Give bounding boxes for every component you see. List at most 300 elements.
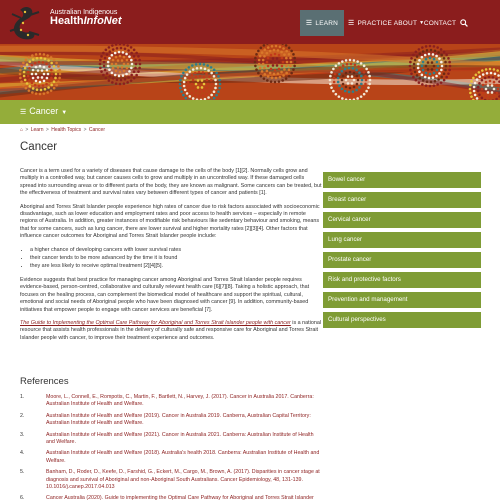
banner-dot xyxy=(329,75,332,78)
banner-dot xyxy=(119,55,122,58)
banner-dot xyxy=(492,76,495,79)
lizard-logo-icon[interactable] xyxy=(6,4,46,42)
banner-dot xyxy=(45,63,48,66)
banner-dot xyxy=(111,54,114,57)
banner-dot xyxy=(269,72,272,75)
content-paragraph-2: Aboriginal and Torres Strait Islander people experience high rates of cancer due to risk factors associated with socioeconomic disadvantage, such as lower education and employment rates and poor access to health services – especially in remote regions of Australia. In addition, greater instances of modifiable risk behaviours like sedentary behaviour and smoking, means that for some cancers, such as lung cancer, there are lower survival and higher mortality rates [2][3][4]. Other factors that influence cancer outcomes for Aboriginal and Torres Strait Islander people include: xyxy=(20,203,320,240)
sidebar-item-prevention[interactable]: Prevention and management xyxy=(323,292,481,308)
banner-dot xyxy=(341,70,344,73)
banner-dot xyxy=(270,61,273,64)
banner-dot xyxy=(422,79,425,82)
banner-dot xyxy=(354,63,357,66)
banner-dot xyxy=(449,65,452,68)
banner-dot xyxy=(440,69,443,72)
banner-dot xyxy=(118,51,121,54)
nav-contact[interactable] xyxy=(423,10,457,36)
banner-dot xyxy=(138,67,141,70)
banner-dot xyxy=(198,71,201,74)
optimal-care-guide-link[interactable]: The Guide to Implementing the Optimal Care Pathway for Aboriginal and Torres Strait Islander people with cancer xyxy=(20,319,291,326)
banner-dot xyxy=(182,72,185,75)
banner-dot xyxy=(438,57,441,60)
banner-dot xyxy=(215,72,218,75)
banner-dot xyxy=(202,94,205,97)
banner-dot xyxy=(364,75,367,78)
list-item xyxy=(20,469,322,491)
banner-dot xyxy=(429,85,432,88)
banner-dot xyxy=(414,71,417,74)
banner-dot xyxy=(431,61,434,64)
banner-dot xyxy=(353,59,356,62)
topic-bar xyxy=(0,100,500,124)
banner-dot xyxy=(50,62,53,65)
banner-dot xyxy=(493,95,496,98)
banner-dot xyxy=(254,61,257,64)
banner-dot xyxy=(207,96,210,99)
banner-dot xyxy=(50,84,53,87)
reference-number: 5. xyxy=(20,469,25,476)
banner-dot xyxy=(354,94,357,97)
banner-dot xyxy=(267,75,270,78)
banner-dot xyxy=(367,71,370,74)
banner-dot xyxy=(346,94,349,97)
banner-dot xyxy=(46,77,49,80)
sidebar-item-cervical-cancer[interactable]: Cervical cancer xyxy=(323,212,481,228)
banner-dot xyxy=(353,86,356,89)
banner-dot xyxy=(428,77,431,80)
banner-dot xyxy=(293,57,296,60)
topic-dropdown[interactable] xyxy=(20,106,67,116)
banner-dot xyxy=(36,57,39,60)
banner-dot xyxy=(288,53,291,56)
banner-dot xyxy=(409,61,412,64)
reference-link[interactable]: Australian Institute of Health and Welfare (2021). Cancer in Australia 2021. Canberra: Australian Institute of Health and Welfare. xyxy=(46,431,314,446)
banner-dot xyxy=(445,65,448,68)
sidebar-item-lung-cancer[interactable]: Lung cancer xyxy=(323,232,481,248)
sidebar-item-bowel-cancer[interactable]: Bowel cancer xyxy=(323,172,481,188)
banner-dot xyxy=(263,66,266,69)
list-item: • a higher chance of developing cancers with lower survival rates xyxy=(30,247,322,254)
banner-dot xyxy=(486,72,489,75)
banner-dot xyxy=(207,83,210,86)
banner-dot xyxy=(217,90,220,93)
banner-dot xyxy=(187,85,190,88)
banner-dot xyxy=(260,75,263,78)
banner-dot xyxy=(421,74,424,77)
banner-dot xyxy=(342,64,345,67)
banner-dot xyxy=(347,75,350,78)
banner-dot xyxy=(349,59,352,62)
banner-dot xyxy=(281,79,284,82)
banner-dot xyxy=(20,80,23,83)
banner-dot xyxy=(435,55,438,58)
banner-dot xyxy=(104,57,107,60)
banner-dot xyxy=(430,81,433,84)
banner-dot xyxy=(285,44,288,47)
banner-dot xyxy=(115,44,118,46)
banner-dot xyxy=(433,72,436,75)
sidebar-item-breast-cancer[interactable]: Breast cancer xyxy=(323,192,481,208)
banner-dot xyxy=(285,77,288,80)
banner-dot xyxy=(440,76,443,79)
banner-dot xyxy=(477,86,480,89)
banner-dot xyxy=(333,81,336,84)
banner-dot xyxy=(119,83,122,86)
banner-dot xyxy=(267,65,270,68)
banner-dot xyxy=(472,77,475,80)
banner-dot xyxy=(440,81,443,84)
banner-dot xyxy=(330,86,333,89)
reference-number: 4. xyxy=(20,450,25,457)
banner-dot xyxy=(294,61,297,64)
banner-dot xyxy=(59,73,62,76)
banner-dot xyxy=(111,44,114,47)
banner-dot xyxy=(409,69,412,72)
banner-dot xyxy=(491,84,494,87)
reference-link[interactable]: Australian Institute of Health and Welfare (2019). Cancer in Australia 2019. Canberra, Australian Capital Territory: Australian Institute of Health and Welfare. xyxy=(46,412,311,427)
banner-dot xyxy=(363,71,366,74)
banner-dot xyxy=(47,73,50,76)
content-paragraph-1: Cancer is a term used for a variety of diseases that cause damage to the cells of the body [1][2]. Normally cells grow and multiply in a controlled way, but cancer causes cells to grow and multiply in an uncontrolled way. If these damaged cells spread into surrounding areas or to different parts of the body, they are known as malignant. Some cancers can be treated, but the effectiveness of treatment and survival rates vary between different types of cancer and patients [1]. xyxy=(20,168,322,197)
banner-dot xyxy=(31,54,34,57)
banner-dot xyxy=(275,45,278,48)
banner-dot xyxy=(279,76,282,79)
banner-dot xyxy=(58,69,61,72)
banner-dot xyxy=(258,63,261,66)
banner-dot xyxy=(273,73,276,76)
reference-number: 6. xyxy=(20,495,25,500)
banner-dot xyxy=(259,67,262,70)
banner-dot xyxy=(266,44,269,45)
home-icon[interactable]: ⌂ xyxy=(20,127,24,133)
banner-dot xyxy=(289,65,292,68)
list-item xyxy=(20,450,322,465)
banner-dot xyxy=(415,51,418,54)
banner-dot xyxy=(32,69,35,72)
banner-dot xyxy=(431,68,434,71)
breadcrumb-learn[interactable]: Learn xyxy=(30,127,44,133)
banner-dot xyxy=(106,53,109,56)
banner-dot xyxy=(264,73,267,76)
banner-dot xyxy=(360,68,363,71)
paragraph-4-text: is a national resource that assists health professionals in the delivery of culturally safe and responsive care for Aboriginal and Torres Strait Islander people with cancer, to improve their treatment experience and outcomes. xyxy=(20,319,322,341)
banner-dot xyxy=(25,59,28,62)
banner-dot xyxy=(277,72,280,75)
banner-dot xyxy=(117,66,120,69)
breadcrumb-separator: > xyxy=(45,127,49,133)
banner-dot xyxy=(267,46,270,49)
banner-dot xyxy=(481,88,484,91)
banner-dot xyxy=(443,57,446,60)
reference-link[interactable]: Banham, D., Roder, D., Keefe, D., Farshid, G., Eckert, M., Cargo, M., Brown, A. (2017). Disparities in cancer stage at diagnosis and survival of Aboriginal and non-Aboriginal South Australians. Cancer Epidemiology, 48, 131-139. 10.1016/j.canep.2017.04.013 xyxy=(46,469,320,491)
banner-dot xyxy=(27,75,30,78)
banner-dot xyxy=(23,71,26,74)
banner-dot xyxy=(199,63,202,66)
banner-dot xyxy=(43,80,46,83)
content-paragraph-3: Evidence suggests that best practice for managing cancer among Aboriginal and Torres Strait Islander people requires evidence-based, person-centred, collaborative and culturally relevant health care [6][7][8]. Taking a holistic approach, that focuses on the healing process, can complement the biomedical model of healthcare and support the spiritual, cultural, emotional and social needs of Aboriginal people who have been diagnosed with cancer [9]. In addition, community-based initiatives that empower people to engage with cancer services are beneficial [7]. xyxy=(20,276,310,313)
banner-dot xyxy=(360,90,363,93)
banner-dot xyxy=(35,80,38,83)
banner-dot xyxy=(48,80,51,83)
banner-dot xyxy=(282,61,285,64)
banner-dot xyxy=(278,80,281,83)
banner-dot xyxy=(31,91,34,94)
banner-dot xyxy=(188,66,191,69)
banner-dot xyxy=(364,83,367,86)
banner-dot xyxy=(440,54,443,57)
banner-dot xyxy=(436,61,439,64)
banner-dot xyxy=(102,74,105,77)
banner-dot xyxy=(35,73,38,76)
banner-dot xyxy=(202,71,205,74)
banner-dot xyxy=(186,92,189,95)
banner-dot xyxy=(482,84,485,87)
banner-dot xyxy=(255,53,258,56)
banner-dot xyxy=(474,94,477,97)
banner-dot xyxy=(195,90,198,93)
banner-dot xyxy=(425,65,428,68)
banner-dot xyxy=(425,58,428,61)
banner-dot xyxy=(478,82,481,85)
banner-dot xyxy=(347,82,350,85)
banner-dot xyxy=(254,57,257,60)
banner-dot xyxy=(31,73,34,76)
sidebar-item-risk-factors[interactable]: Risk and protective factors xyxy=(323,272,481,288)
banner-dot xyxy=(112,59,115,62)
banner-dot xyxy=(108,57,111,60)
banner-dot xyxy=(135,52,138,55)
banner-dot xyxy=(121,66,124,69)
nav-about[interactable] xyxy=(392,10,426,36)
banner-dot xyxy=(139,63,142,66)
banner-dot xyxy=(206,64,209,67)
banner-dot xyxy=(489,68,492,71)
banner-dot xyxy=(360,95,363,98)
banner-dot xyxy=(290,61,293,64)
banner-dot xyxy=(122,51,125,54)
banner-dot xyxy=(114,52,117,55)
banner-dot xyxy=(254,65,257,68)
banner-dot xyxy=(417,63,420,66)
banner-dot xyxy=(368,83,371,86)
banner-dot xyxy=(360,62,363,65)
banner-dot xyxy=(54,77,57,80)
banner-dot xyxy=(426,80,429,83)
search-icon xyxy=(460,19,468,27)
banner-dot xyxy=(278,61,281,64)
banner-dot xyxy=(497,88,500,91)
banner-dot xyxy=(470,95,473,98)
banner-dot xyxy=(410,57,413,60)
banner-dot xyxy=(183,85,186,88)
banner-dot xyxy=(106,72,109,75)
banner-dot xyxy=(213,90,216,93)
banner-dot xyxy=(342,75,345,78)
banner-dot xyxy=(38,85,41,88)
banner-dot xyxy=(40,57,43,60)
nav-learn[interactable] xyxy=(300,10,344,36)
chevron-down-icon: ▼ xyxy=(419,20,425,26)
banner-dot xyxy=(198,95,201,98)
banner-dot xyxy=(28,89,31,92)
nav-practice[interactable] xyxy=(350,10,390,36)
banner-dot xyxy=(44,57,47,60)
banner-dot xyxy=(433,84,436,87)
banner-dot xyxy=(475,74,478,77)
banner-dot xyxy=(122,74,125,77)
banner-dot xyxy=(123,44,126,46)
banner-dot xyxy=(448,61,451,64)
banner-dot xyxy=(262,59,265,62)
banner-dot xyxy=(194,94,197,97)
banner-dot xyxy=(433,58,436,61)
banner-dot xyxy=(447,72,450,75)
banner-dot xyxy=(350,63,353,66)
banner-dot xyxy=(204,67,207,70)
reference-link[interactable]: Australian Institute of Health and Welfare (2018). Australia's health 2018. Canberra: Australian Institute of Health and Welfare. xyxy=(46,450,320,464)
banner-dot xyxy=(490,72,493,75)
banner-dot xyxy=(57,80,60,83)
banner-dot xyxy=(437,65,440,68)
banner-dot xyxy=(26,82,29,85)
search-button[interactable] xyxy=(456,10,472,36)
banner-dot xyxy=(43,66,46,69)
banner-dot xyxy=(495,78,498,81)
nav-practice-label: PRACTICE xyxy=(357,19,392,27)
banner-dot xyxy=(278,54,281,57)
banner-dot xyxy=(484,77,487,80)
site-brand[interactable] xyxy=(50,9,122,28)
banner-dot xyxy=(131,63,134,66)
banner-dot xyxy=(422,69,425,72)
sidebar-item-prostate-cancer[interactable]: Prostate cancer xyxy=(323,252,481,268)
banner-dot xyxy=(57,65,60,68)
banner-dot xyxy=(469,92,472,95)
breadcrumb-health-topics[interactable]: Health Topics xyxy=(51,127,82,133)
banner-dot xyxy=(119,44,122,45)
banner-dot xyxy=(448,69,451,72)
banner-dot xyxy=(112,67,115,70)
banner-dot xyxy=(19,69,22,72)
banner-dot xyxy=(215,94,218,97)
breadcrumb-cancer[interactable]: Cancer xyxy=(88,127,105,133)
banner-dot xyxy=(437,78,440,81)
banner-dot xyxy=(135,74,138,77)
banner-dot xyxy=(410,72,413,75)
banner-dot xyxy=(180,75,183,78)
banner-dot xyxy=(350,95,353,98)
banner-dot xyxy=(358,71,361,74)
sidebar-item-cultural-perspectives[interactable]: Cultural perspectives xyxy=(323,312,481,328)
banner-dot xyxy=(428,53,431,56)
list-item: • their cancer tends to be more advanced by the time it is found xyxy=(30,255,322,262)
brand-line-1: Australian Indigenous xyxy=(50,9,118,16)
banner-dot xyxy=(32,77,35,80)
banner-dot xyxy=(115,63,118,66)
banner-dot xyxy=(45,83,48,86)
banner-dot xyxy=(255,68,258,71)
banner-dot xyxy=(493,68,496,71)
banner-dot xyxy=(200,67,203,70)
list-item: • they are less likely to receive optimal treatment [2][4][5]. xyxy=(30,263,322,270)
banner-dot xyxy=(50,89,53,92)
banner-dot xyxy=(288,68,291,71)
banner-dot xyxy=(351,82,354,85)
banner-dot xyxy=(262,63,265,66)
banner-dot xyxy=(53,59,56,62)
banner-dot xyxy=(270,80,273,83)
banner-dot xyxy=(137,55,140,58)
banner-dot xyxy=(332,90,335,93)
banner-dot xyxy=(274,69,277,72)
banner-dot xyxy=(336,69,339,72)
reference-number: 3. xyxy=(20,431,25,438)
banner-dot xyxy=(494,72,497,75)
banner-dot xyxy=(189,95,192,98)
reference-link[interactable]: Cancer Australia (2020). Guide to implementing the Optimal Care Pathway for Aboriginal and Torres Strait Islander xyxy=(46,495,314,500)
banner-dot xyxy=(485,95,488,98)
banner-dot xyxy=(482,92,485,95)
banner-dot xyxy=(218,79,221,82)
banner-dot xyxy=(201,79,204,82)
banner-dot xyxy=(37,69,40,72)
banner-dot xyxy=(424,76,427,79)
banner-dot xyxy=(430,49,433,52)
banner-dot xyxy=(341,88,344,91)
banner-dot xyxy=(422,50,425,53)
sidebar-topics xyxy=(323,172,481,332)
banner-dot xyxy=(203,83,206,86)
banner-dot xyxy=(425,72,428,75)
banner-dot xyxy=(197,79,200,82)
banner-dot xyxy=(43,73,46,76)
banner-dot xyxy=(261,70,264,73)
nav-about-label: ABOUT xyxy=(393,19,418,27)
banner-dot xyxy=(99,67,102,70)
banner-dot xyxy=(272,57,275,60)
banner-dot xyxy=(469,88,472,91)
banner-dot xyxy=(266,70,269,73)
banner-dot xyxy=(425,45,428,48)
banner-dot xyxy=(191,92,194,95)
banner-dot xyxy=(130,59,133,62)
banner-dot xyxy=(187,81,190,84)
banner-dot xyxy=(34,62,37,65)
banner-dot xyxy=(128,70,131,73)
banner-dot xyxy=(213,75,216,78)
banner-dot xyxy=(189,70,192,73)
banner-dot xyxy=(339,91,342,94)
banner-dot xyxy=(192,87,195,90)
banner-dot xyxy=(118,75,121,78)
banner-dot xyxy=(474,82,477,85)
banner-dot xyxy=(258,59,261,62)
banner-dot xyxy=(210,94,213,97)
menu-icon: ☰ xyxy=(305,20,313,27)
banner-dot xyxy=(218,87,221,90)
banner-dot xyxy=(443,79,446,82)
banner-dot xyxy=(199,91,202,94)
menu-icon: ☰ xyxy=(348,20,355,27)
reference-link[interactable]: Moore, L., Connell, E., Rompotis, C., Martin, F., Bartlett, N., Harvey, J. (2017). Cancer in Australia 2017. Canberra: Australian Institute of Health and Welfare. xyxy=(46,394,314,408)
banner-dot xyxy=(342,83,345,86)
banner-dot xyxy=(263,55,266,58)
banner-dot xyxy=(32,58,35,61)
banner-dot xyxy=(133,70,136,73)
banner-dot xyxy=(419,52,422,55)
banner-dot xyxy=(345,79,348,82)
banner-dot xyxy=(259,55,262,58)
banner-dot xyxy=(192,68,195,71)
